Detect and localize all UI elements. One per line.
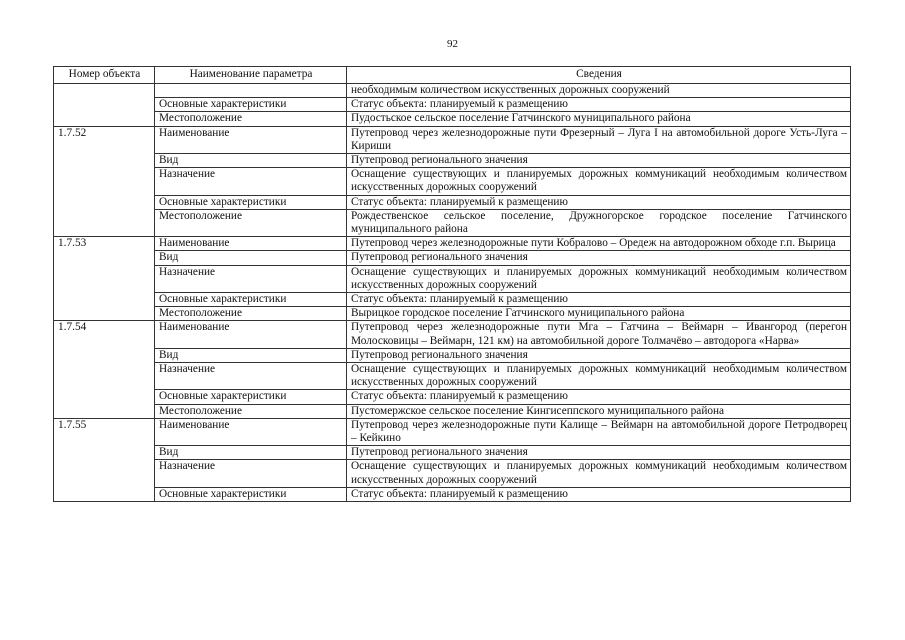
parameter-name-cell: Основные характеристики xyxy=(155,487,347,501)
parameter-name-cell: Местоположение xyxy=(155,112,347,126)
parameter-value-cell: необходимым количеством искусственных дорожных сооружений xyxy=(347,84,851,98)
parameter-value-cell: Путепровод через железнодорожные пути Кобралово – Оредеж на автодорожном обходе г.п. Вырица xyxy=(347,237,851,251)
parameter-value-cell: Пудостьское сельское поселение Гатчинского муниципального района xyxy=(347,112,851,126)
header-row xyxy=(54,67,851,84)
parameter-name-cell: Назначение xyxy=(155,363,347,390)
parameter-value-cell: Путепровод через железнодорожные пути Калище – Веймарн на автомобильной дороге Петродворец – Кейкино xyxy=(347,418,851,445)
page-number: 92 xyxy=(447,38,458,50)
parameter-value-cell: Путепровод регионального значения xyxy=(347,251,851,265)
table-row xyxy=(54,195,851,209)
parameter-name-cell: Местоположение xyxy=(155,209,347,236)
parameter-value-cell: Путепровод регионального значения xyxy=(347,348,851,362)
parameter-name-cell: Наименование xyxy=(155,237,347,251)
parameter-name-cell: Назначение xyxy=(155,265,347,292)
table-body xyxy=(54,84,851,502)
table-row xyxy=(54,460,851,487)
parameter-name-cell: Наименование xyxy=(155,418,347,445)
table-row xyxy=(54,348,851,362)
parameter-name-cell xyxy=(155,84,347,98)
object-number-cell xyxy=(54,84,155,127)
parameter-value-cell: Путепровод регионального значения xyxy=(347,154,851,168)
parameter-value-cell: Статус объекта: планируемый к размещению xyxy=(347,390,851,404)
parameter-value-cell: Оснащение существующих и планируемых дорожных коммуникаций необходимым количеством искусственных дорожных сооружений xyxy=(347,265,851,292)
objects-table xyxy=(53,66,851,502)
parameter-name-cell: Основные характеристики xyxy=(155,293,347,307)
parameter-value-cell: Оснащение существующих и планируемых дорожных коммуникаций необходимым количеством искусственных дорожных сооружений xyxy=(347,168,851,195)
table-row xyxy=(54,321,851,348)
parameter-name-cell: Основные характеристики xyxy=(155,98,347,112)
table-row xyxy=(54,307,851,321)
table-row xyxy=(54,98,851,112)
object-number-cell: 1.7.55 xyxy=(54,418,155,501)
parameter-name-cell: Назначение xyxy=(155,460,347,487)
parameter-value-cell: Статус объекта: планируемый к размещению xyxy=(347,487,851,501)
parameter-value-cell: Статус объекта: планируемый к размещению xyxy=(347,98,851,112)
parameter-name-cell: Наименование xyxy=(155,321,347,348)
table-row xyxy=(54,237,851,251)
parameter-name-cell: Наименование xyxy=(155,126,347,153)
parameter-name-cell: Вид xyxy=(155,348,347,362)
parameter-name-cell: Вид xyxy=(155,251,347,265)
table-row xyxy=(54,390,851,404)
header-details: Сведения xyxy=(347,67,851,84)
parameter-value-cell: Оснащение существующих и планируемых дорожных коммуникаций необходимым количеством искусственных дорожных сооружений xyxy=(347,460,851,487)
object-number-cell: 1.7.54 xyxy=(54,321,155,418)
table-row xyxy=(54,363,851,390)
object-number-cell: 1.7.52 xyxy=(54,126,155,237)
parameter-name-cell: Назначение xyxy=(155,168,347,195)
table-row xyxy=(54,404,851,418)
parameter-name-cell: Местоположение xyxy=(155,404,347,418)
parameter-name-cell: Вид xyxy=(155,446,347,460)
parameter-value-cell: Статус объекта: планируемый к размещению xyxy=(347,293,851,307)
header-parameter-name: Наименование параметра xyxy=(155,67,347,84)
table-row xyxy=(54,154,851,168)
parameter-value-cell: Вырицкое городское поселение Гатчинского муниципального района xyxy=(347,307,851,321)
table-row xyxy=(54,265,851,292)
table-row xyxy=(54,84,851,98)
parameter-value-cell: Путепровод через железнодорожные пути Мга – Гатчина – Веймарн – Ивангород (перегон Молосковицы – Веймарн, 121 км) на автомобильной дороге Толмачёво – автодорога «Нарва» xyxy=(347,321,851,348)
table-row xyxy=(54,251,851,265)
table-row xyxy=(54,446,851,460)
header-object-number: Номер объекта xyxy=(54,67,155,84)
table-row xyxy=(54,112,851,126)
table-row xyxy=(54,293,851,307)
table-header xyxy=(54,67,851,84)
table-row xyxy=(54,126,851,153)
parameter-value-cell: Путепровод регионального значения xyxy=(347,446,851,460)
table-row xyxy=(54,487,851,501)
parameter-name-cell: Основные характеристики xyxy=(155,195,347,209)
parameter-name-cell: Вид xyxy=(155,154,347,168)
table-row xyxy=(54,418,851,445)
parameter-name-cell: Основные характеристики xyxy=(155,390,347,404)
table-row xyxy=(54,168,851,195)
parameter-value-cell: Пустомержское сельское поселение Кингисеппского муниципального района xyxy=(347,404,851,418)
parameter-value-cell: Статус объекта: планируемый к размещению xyxy=(347,195,851,209)
parameter-value-cell: Путепровод через железнодорожные пути Фрезерный – Луга I на автомобильной дороге Усть-Луга – Кириши xyxy=(347,126,851,153)
parameter-value-cell: Рождественское сельское поселение, Дружногорское городское поселение Гатчинского муниципального района xyxy=(347,209,851,236)
parameter-name-cell: Местоположение xyxy=(155,307,347,321)
object-number-cell: 1.7.53 xyxy=(54,237,155,321)
parameter-value-cell: Оснащение существующих и планируемых дорожных коммуникаций необходимым количеством искусственных дорожных сооружений xyxy=(347,363,851,390)
table-row xyxy=(54,209,851,236)
